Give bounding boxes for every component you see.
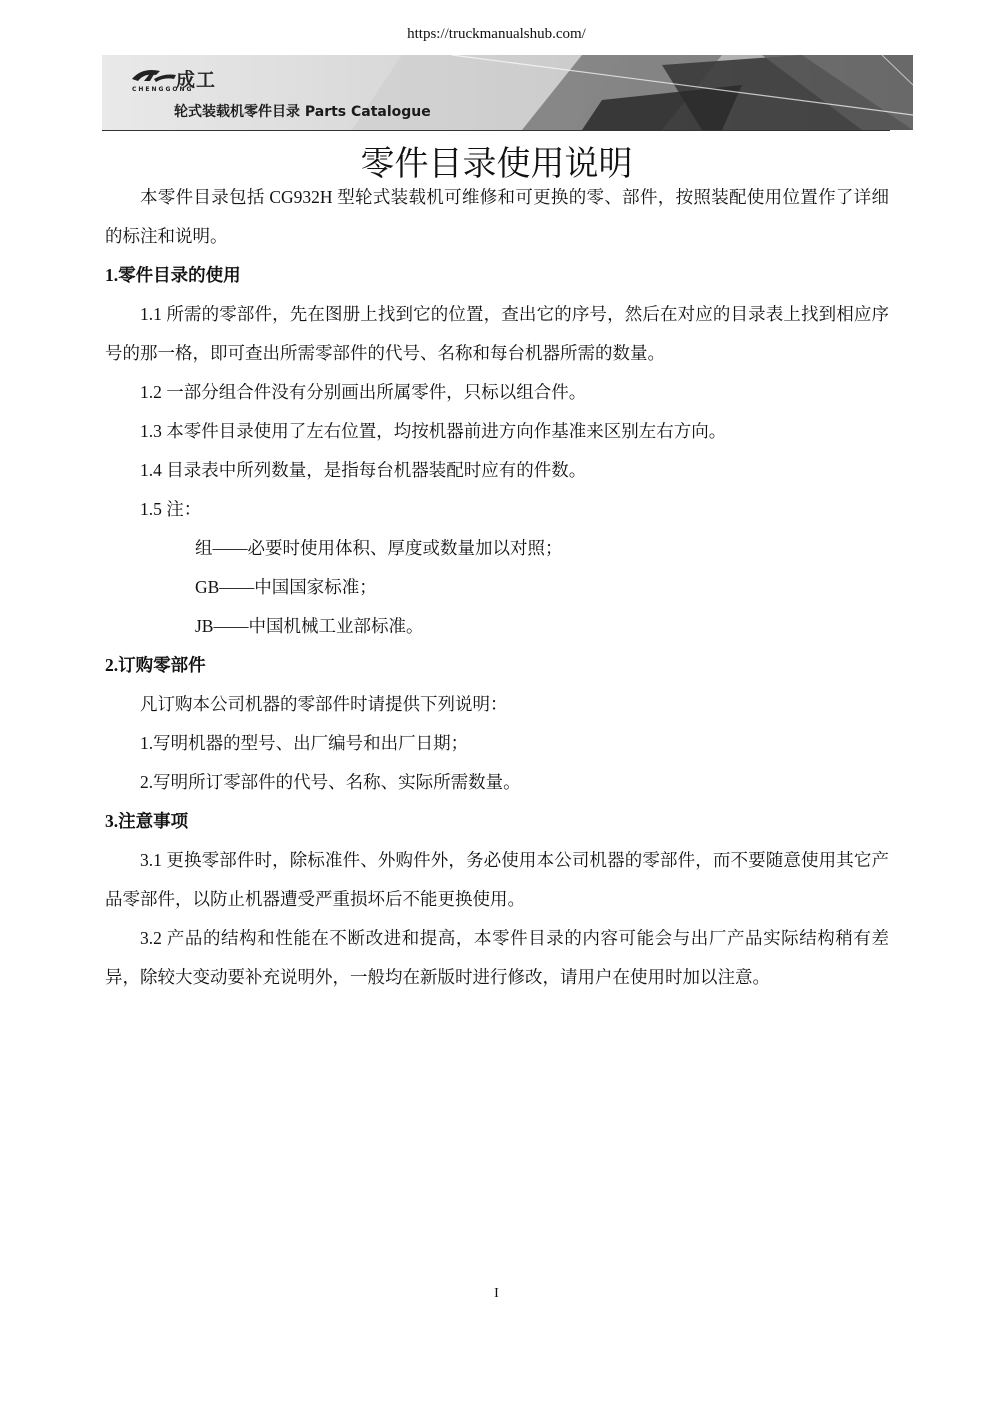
note-item: JB——中国机械工业部标准。: [195, 616, 424, 636]
paragraph-2-1: 1.写明机器的型号、出厂编号和出厂日期；: [140, 733, 469, 753]
paragraph-1-1: 1.1 所需的零部件，先在图册上找到它的位置，查出它的序号，然后在对应的目录表上找到相应序号的那一格，即可查出所需零部件的代号、名称和每台机器所需的数量。: [105, 304, 889, 363]
paragraph-1-2: 1.2 一部分组合件没有分别画出所属零件，只标以组合件。: [140, 382, 587, 402]
section-heading-3: 3.注意事项: [105, 811, 189, 831]
logo-english-text: CHENGGONG: [132, 86, 194, 93]
paragraph-2-2: 2.写明所订零部件的代号、名称、实际所需数量。: [140, 772, 521, 792]
header-rule: [102, 130, 890, 131]
catalogue-label: 轮式装载机零件目录 Parts Catalogue: [174, 104, 431, 120]
logo-mark-icon: [130, 65, 178, 87]
document-body: [105, 178, 889, 997]
note-item: 组——必要时使用体积、厚度或数量加以对照；: [195, 538, 563, 558]
page-number: I: [494, 1286, 499, 1301]
note-item: GB——中国国家标准；: [195, 577, 377, 597]
paragraph-2-intro: 凡订购本公司机器的零部件时请提供下列说明：: [140, 694, 508, 714]
intro-paragraph: 本零件目录包括 CG932H 型轮式装载机可维修和可更换的零、部件，按照装配使用位置作了详细的标注和说明。: [105, 187, 889, 246]
section-heading-2: 2.订购零部件: [105, 655, 206, 675]
paragraph-3-1: 3.1 更换零部件时，除标准件、外购件外，务必使用本公司机器的零部件，而不要随意使用其它产品零部件，以防止机器遭受严重损坏后不能更换使用。: [105, 850, 889, 909]
paragraph-1-5: 1.5 注：: [140, 499, 202, 519]
paragraph-1-4: 1.4 目录表中所列数量，是指每台机器装配时应有的件数。: [140, 460, 587, 480]
paragraph-3-2: 3.2 产品的结构和性能在不断改进和提高，本零件目录的内容可能会与出厂产品实际结构稍有差异，除较大变动要补充说明外，一般均在新版时进行修改，请用户在使用时加以注意。: [105, 928, 889, 987]
catalogue-banner: [102, 55, 913, 130]
logo-chinese-text: 成工: [176, 69, 217, 91]
paragraph-1-3: 1.3 本零件目录使用了左右位置，均按机器前进方向作基准来区别左右方向。: [140, 421, 727, 441]
company-logo: [130, 65, 230, 93]
page-title: 零件目录使用说明: [360, 144, 633, 184]
section-heading-1: 1.零件目录的使用: [105, 265, 241, 285]
source-url: https://truckmanualshub.com/: [407, 26, 586, 42]
